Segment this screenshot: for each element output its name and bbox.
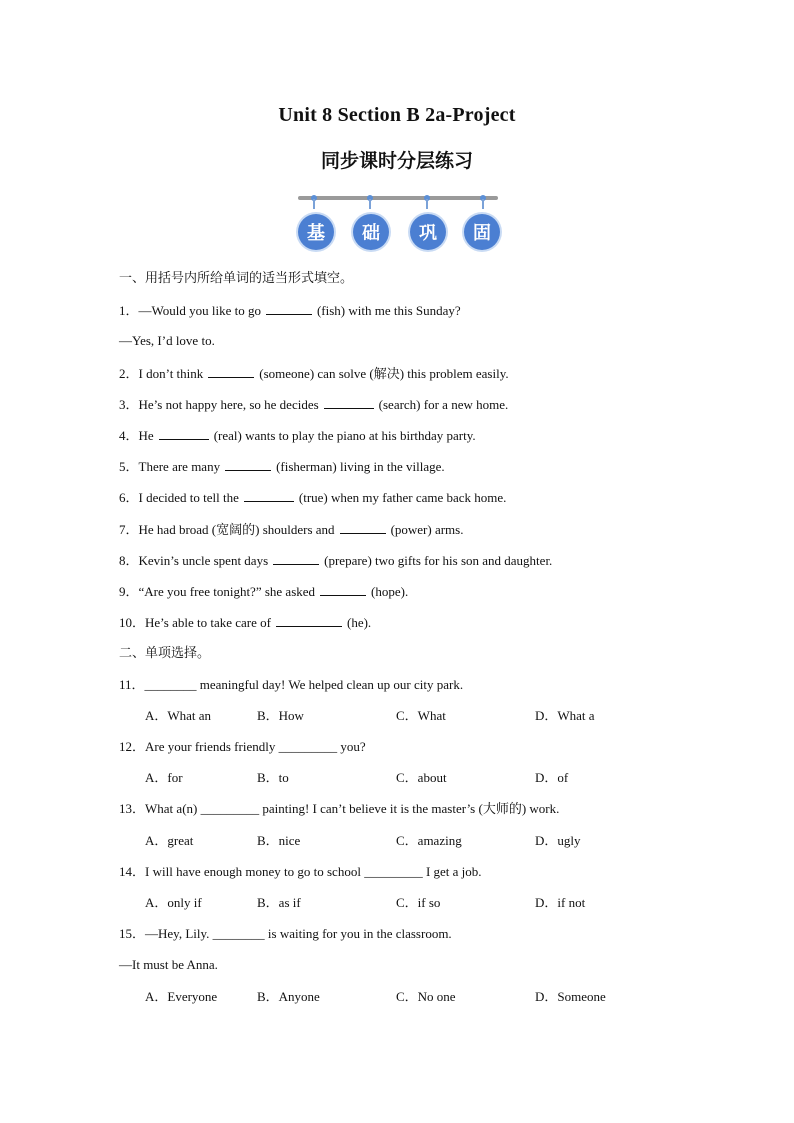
option-d[interactable]: D．Someone — [535, 989, 606, 1004]
question-text: (hope). — [371, 584, 409, 599]
answer-blank[interactable] — [225, 458, 271, 471]
question-text: I decided to tell the — [138, 490, 239, 505]
answer-blank[interactable] — [324, 396, 374, 409]
answer-blank[interactable]: _________ — [278, 739, 338, 754]
question-text: is waiting for you in the classroom. — [267, 926, 452, 941]
option-b[interactable]: B．to — [257, 770, 289, 785]
page-title: Unit 8 Section B 2a-Project — [278, 104, 516, 126]
banner-badge: 基 — [298, 214, 334, 250]
question-number: 1． — [119, 303, 139, 318]
question-text: (search) for a new home. — [378, 397, 509, 412]
option-c[interactable]: C．if so — [396, 895, 441, 910]
question-6 — [119, 489, 506, 506]
question-number: 2． — [119, 366, 139, 381]
question-1-reply: —Yes, I’d love to. — [119, 333, 215, 348]
banner-stem — [426, 199, 428, 209]
question-10 — [119, 614, 371, 631]
option-c[interactable]: C．about — [396, 770, 447, 785]
question-7 — [119, 521, 463, 538]
banner-stem — [369, 199, 371, 209]
answer-blank[interactable] — [208, 365, 254, 378]
question-text: Kevin’s uncle spent days — [138, 553, 269, 568]
option-d[interactable]: D．if not — [535, 895, 586, 910]
answer-blank[interactable] — [320, 583, 366, 596]
option-d[interactable]: D．ugly — [535, 833, 581, 848]
question-text: (real) wants to play the piano at his birthday party. — [213, 428, 476, 443]
question-number: 11． — [119, 677, 145, 692]
banner-stem — [313, 199, 315, 209]
option-a[interactable]: A．Everyone — [145, 989, 218, 1004]
options-11 — [145, 708, 625, 724]
answer-blank[interactable]: _________ — [200, 801, 260, 816]
option-a[interactable]: A．for — [145, 770, 183, 785]
option-c[interactable]: C．amazing — [396, 833, 462, 848]
question-text: He’s able to take care of — [145, 615, 271, 630]
option-c[interactable]: C．No one — [396, 989, 456, 1004]
section-banner — [296, 192, 500, 256]
question-number: 13． — [119, 801, 146, 816]
question-text: “Are you free tonight?” she asked — [138, 584, 316, 599]
options-14 — [145, 895, 625, 911]
question-number: 6． — [119, 490, 139, 505]
question-text: I get a job. — [425, 864, 482, 879]
question-text: (power) arms. — [390, 522, 464, 537]
answer-blank[interactable] — [273, 552, 319, 565]
question-text: —Hey, Lily. — [145, 926, 210, 941]
question-text: painting! I can’t believe it is the master’s (大师的) work. — [262, 801, 560, 816]
question-number: 7． — [119, 522, 139, 537]
option-b[interactable]: B．Anyone — [257, 989, 320, 1004]
question-text: (someone) can solve (解决) this problem easily. — [259, 366, 509, 381]
page-subtitle: 同步课时分层练习 — [320, 150, 473, 172]
option-a[interactable]: A．What an — [145, 708, 212, 723]
question-text: (he). — [346, 615, 372, 630]
question-text: (prepare) two gifts for his son and daughter. — [324, 553, 553, 568]
answer-blank[interactable] — [276, 614, 342, 627]
question-2 — [119, 365, 509, 382]
options-12 — [145, 770, 625, 786]
answer-blank[interactable]: ________ — [144, 677, 197, 692]
options-13 — [145, 833, 625, 849]
banner-badge: 础 — [353, 214, 389, 250]
option-b[interactable]: B．nice — [257, 833, 301, 848]
question-number: 9． — [119, 584, 139, 599]
option-c[interactable]: C．What — [396, 708, 446, 723]
section1-heading: 一、用括号内所给单词的适当形式填空。 — [119, 271, 354, 286]
question-number: 14． — [119, 864, 146, 879]
question-number: 12． — [119, 739, 146, 754]
question-number: 10． — [119, 615, 146, 630]
question-9 — [119, 583, 408, 600]
question-3 — [119, 396, 508, 413]
section2-heading: 二、单项选择。 — [119, 646, 211, 661]
option-b[interactable]: B．as if — [257, 895, 301, 910]
question-8 — [119, 552, 552, 569]
question-text: (fisherman) living in the village. — [276, 459, 445, 474]
question-text: I don’t think — [138, 366, 204, 381]
question-text: (fish) with me this Sunday? — [316, 303, 461, 318]
question-text: (true) when my father came back home. — [298, 490, 507, 505]
question-text: Are your friends friendly — [145, 739, 276, 754]
question-13 — [119, 801, 559, 817]
question-14 — [119, 864, 482, 880]
question-text: What a(n) — [145, 801, 198, 816]
question-15 — [119, 926, 452, 942]
question-text: He had broad (宽阔的) shoulders and — [138, 522, 335, 537]
question-text: you? — [340, 739, 366, 754]
banner-badge: 固 — [464, 214, 500, 250]
answer-blank[interactable] — [266, 302, 312, 315]
option-d[interactable]: D．of — [535, 770, 569, 785]
option-b[interactable]: B．How — [257, 708, 304, 723]
answer-blank[interactable] — [244, 489, 294, 502]
question-5 — [119, 458, 445, 475]
question-number: 4． — [119, 428, 139, 443]
question-text: —Would you like to go — [138, 303, 261, 318]
question-11 — [119, 677, 463, 693]
question-text: I will have enough money to go to school — [145, 864, 361, 879]
answer-blank[interactable] — [340, 521, 386, 534]
question-number: 3． — [119, 397, 139, 412]
question-text: He’s not happy here, so he decides — [138, 397, 319, 412]
question-number: 5． — [119, 459, 139, 474]
question-text: There are many — [138, 459, 221, 474]
option-a[interactable]: A．great — [145, 833, 194, 848]
banner-stem — [482, 199, 484, 209]
options-15 — [145, 989, 625, 1005]
question-text: meaningful day! We helped clean up our city park. — [199, 677, 464, 692]
question-15-reply: —It must be Anna. — [119, 957, 218, 972]
question-text: He — [138, 428, 154, 443]
question-12 — [119, 739, 366, 755]
banner-badge: 巩 — [410, 214, 446, 250]
question-number: 8． — [119, 553, 139, 568]
answer-blank[interactable]: ________ — [212, 926, 265, 941]
question-4 — [119, 427, 476, 444]
answer-blank[interactable] — [159, 427, 209, 440]
question-1 — [119, 302, 461, 319]
option-d[interactable]: D．What a — [535, 708, 595, 723]
option-a[interactable]: A．only if — [145, 895, 202, 910]
banner-bar — [298, 196, 498, 200]
answer-blank[interactable]: _________ — [364, 864, 423, 879]
question-number: 15． — [119, 926, 146, 941]
